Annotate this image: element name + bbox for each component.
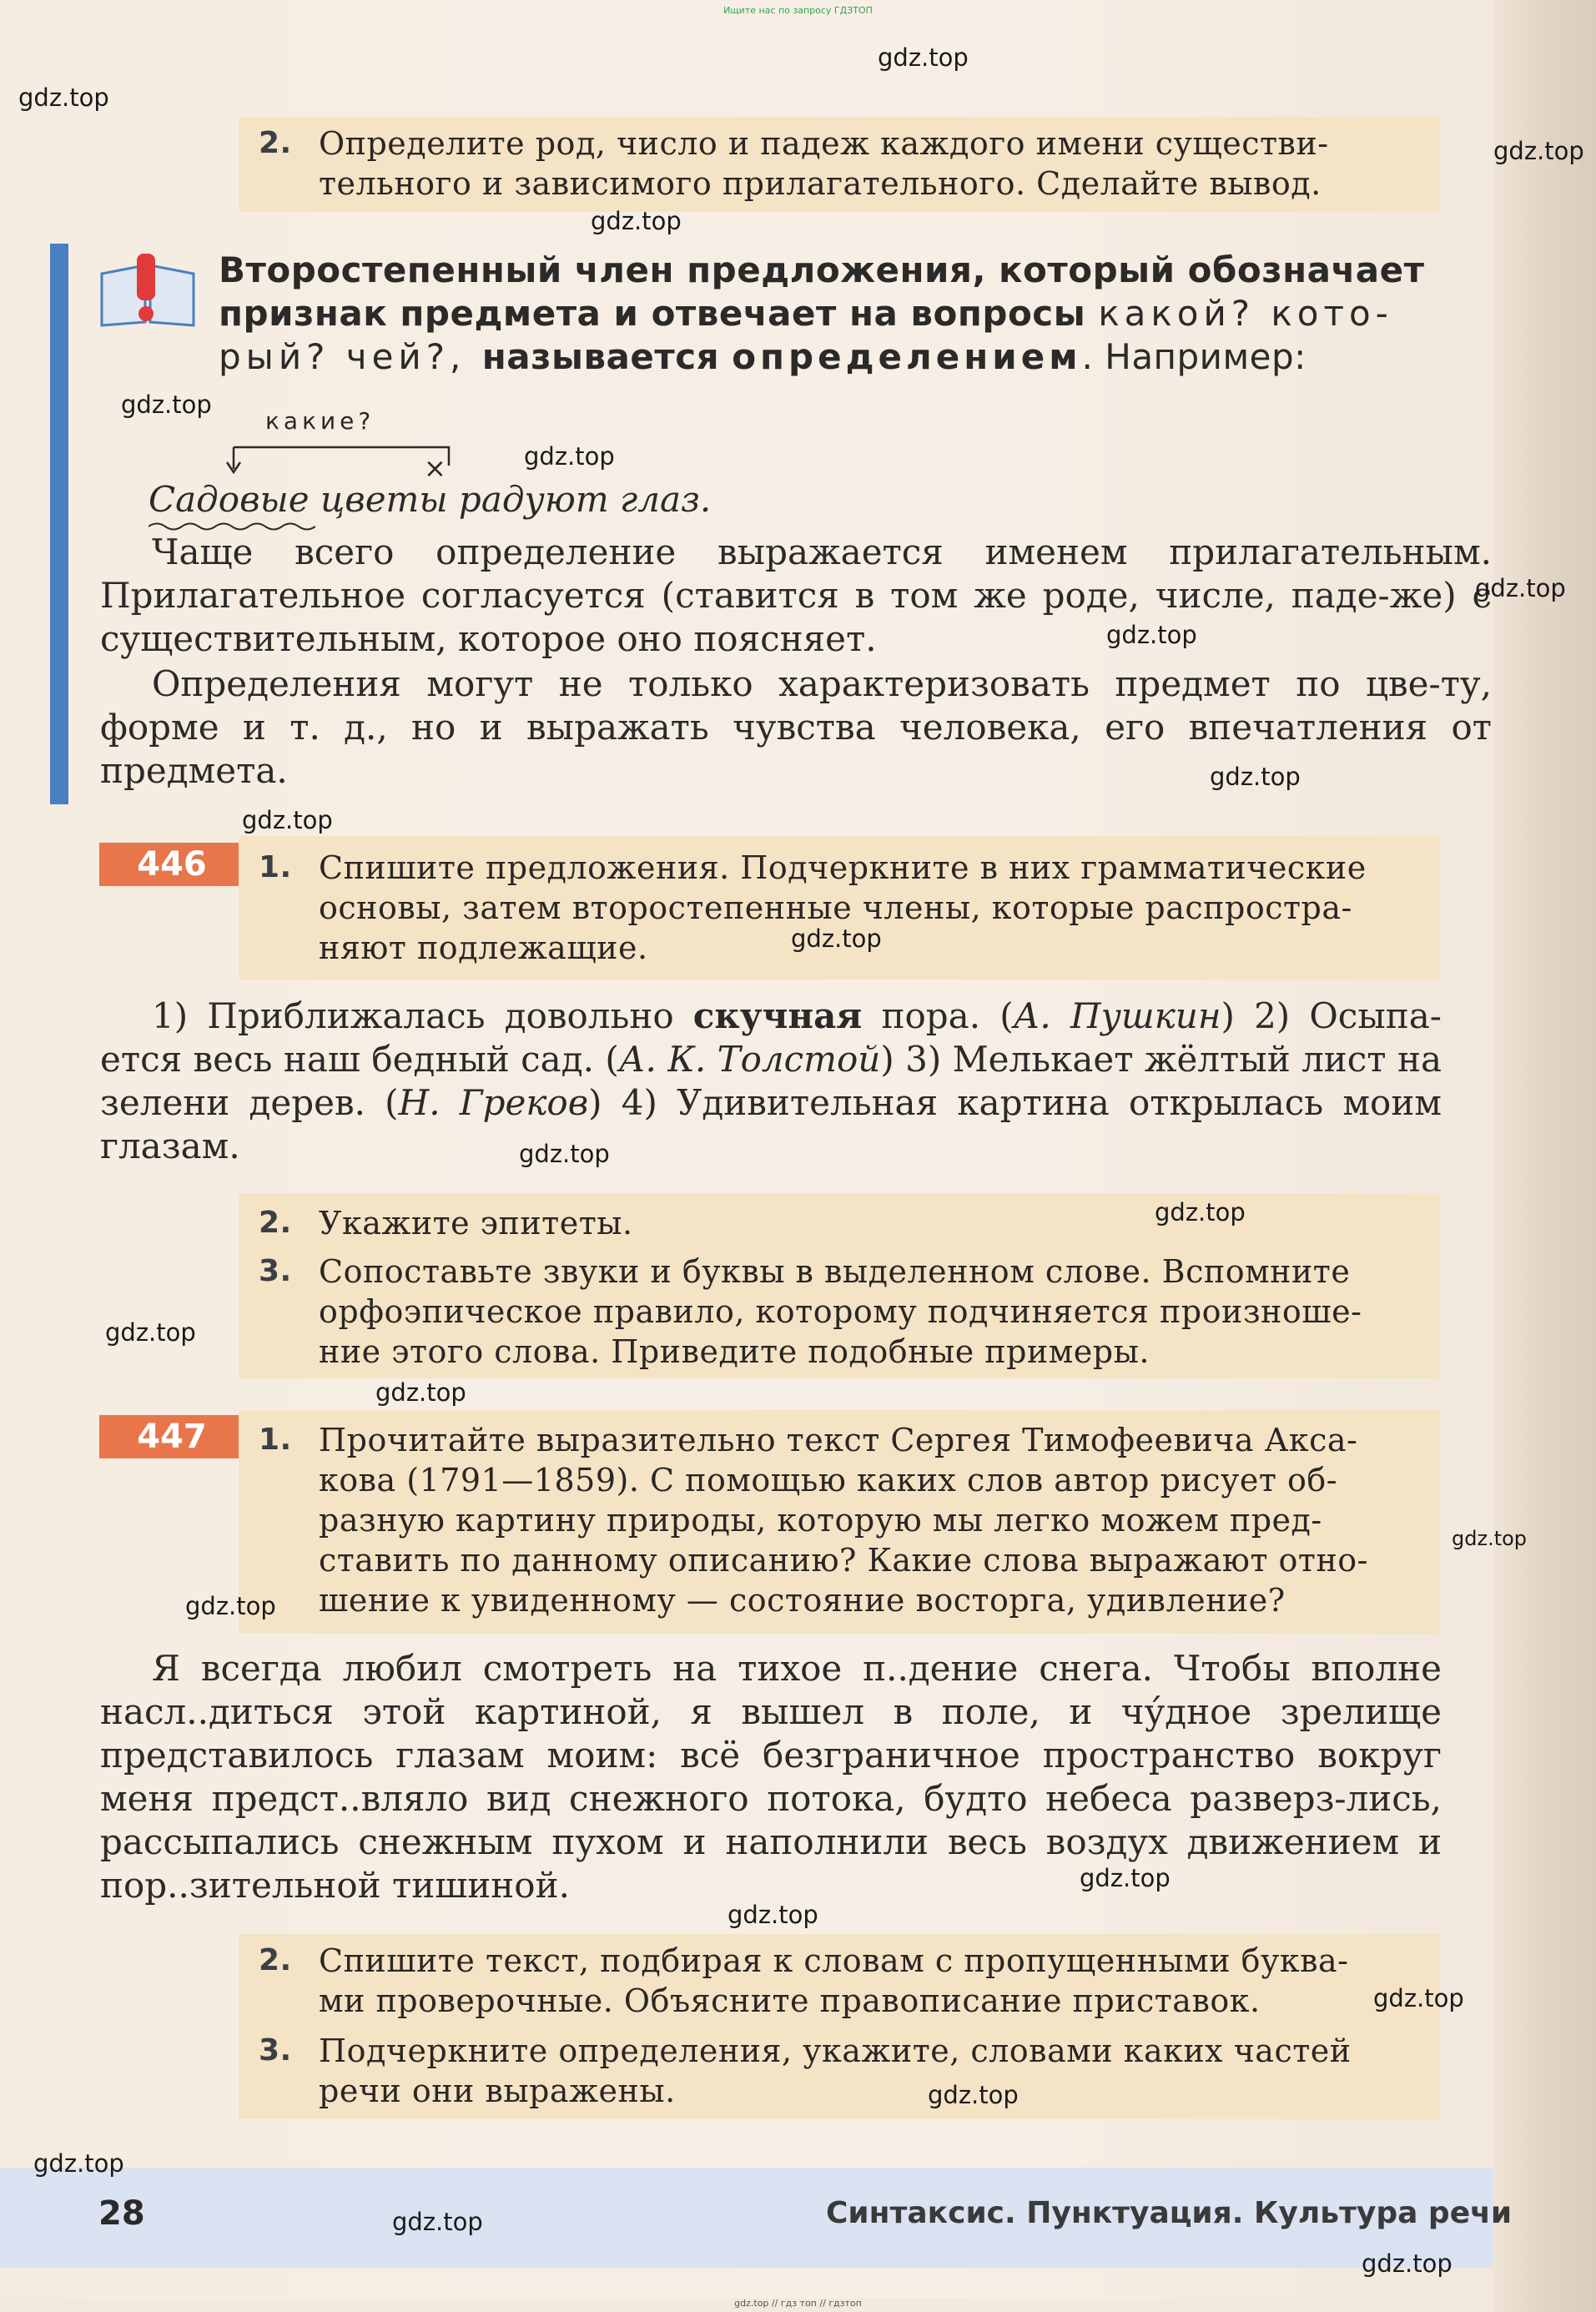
- rule-line-1: Второстепенный член предложения, который обозначает: [219, 249, 1425, 290]
- watermark: gdz.top: [242, 806, 333, 834]
- watermark: gdz.top: [1452, 1527, 1528, 1550]
- top-note: Ищите нас по запросу ГДЗТОП: [723, 5, 873, 16]
- task-text: Укажите эпитеты.: [319, 1205, 633, 1242]
- author-name: Н. Греков: [398, 1082, 589, 1123]
- watermark: gdz.top: [878, 43, 969, 72]
- book-spine: [1493, 0, 1596, 2312]
- rule-paragraph-1: Чаще всего определение выражается именем прилагательным. Прилагательное согласуется (ставится в том же роде, числе, паде-же) с существительным, которое оно поясняет.: [100, 531, 1492, 659]
- task-number: 1.: [259, 1423, 292, 1457]
- author-name: А. Пушкин: [1013, 995, 1221, 1036]
- rule-line-2-text: признак предмета и отвечает на вопросы: [219, 293, 1099, 334]
- task-text: Сопоставьте звуки и буквы в выделенном слове. Вспомните орфоэпическое правило, которому подчиняется произноше- ние этого слова. Приведите подобные примеры.: [319, 1253, 1362, 1370]
- watermark: gdz.top: [1210, 763, 1301, 791]
- watermark: gdz.top: [791, 924, 882, 953]
- watermark: gdz.top: [1373, 1984, 1464, 2012]
- watermark: gdz.top: [524, 442, 615, 471]
- exercise-446-text: [100, 995, 1442, 1168]
- highlighted-word: скучная: [692, 995, 863, 1036]
- task-text: Определите род, число и падеж каждого имени существи- тельного и зависимого прилагательного. Сделайте вывод.: [319, 125, 1329, 202]
- page-number: 28: [98, 2194, 145, 2233]
- task-446-3: [259, 1252, 1427, 1372]
- rule-accent-bar: [50, 244, 68, 804]
- exercise-number-447: 447: [99, 1415, 244, 1458]
- task-text: Прочитайте выразительно текст Сергея Тимофеевича Акса- кова (1791—1859). С помощью каких слов автор рисует об- разную картину природы, которую мы легко можем пред- ставить по данному описанию? Какие слова выражают отно- шение к увиденному — состояние восторга, удивление?: [319, 1422, 1368, 1619]
- watermark: gdz.top: [375, 1378, 466, 1407]
- text-part: ) 4) Удивительная картина открылась моим глазам.: [100, 1082, 1442, 1166]
- exclamation-book-icon: [98, 254, 197, 327]
- rule-example: Садовые цветы радуют глаз.: [149, 479, 712, 520]
- task-number: 2.: [259, 1943, 292, 1977]
- watermark: gdz.top: [591, 207, 682, 235]
- rule-line-3: [219, 335, 1487, 379]
- cross-mark: ×: [424, 452, 451, 484]
- text-part: ) 3) Мелькает жёлтый лист на зелени дерев. (: [100, 1039, 1442, 1123]
- task-447-3: [259, 2031, 1427, 2111]
- author-name: А. К. Толстой: [618, 1039, 881, 1080]
- task-446-2: [259, 1203, 1427, 1243]
- task-number: 3.: [259, 1254, 292, 1288]
- watermark: gdz.top: [1362, 2249, 1453, 2278]
- exercise-447-text: Я всегда любил смотреть на тихое п..дение снега. Чтобы вполне насл..диться этой картиной, я вышел в поле, и чу́дное зрелище представилось глазам моим: всё безграничное пространство вокруг меня предст..вляло вид снежного потока, будто небеса разверз-лись, рассыпались снежным пухом и наполнили весь воздух движением и пор..зительной тишиной.: [100, 1648, 1442, 1906]
- task-number: 2.: [259, 126, 292, 160]
- watermark: gdz.top: [728, 1901, 818, 1929]
- watermark: gdz.top: [1493, 137, 1584, 165]
- rule-question-words-2: рый? чей?,: [219, 336, 482, 377]
- rule-line-3-text: называется: [481, 336, 733, 377]
- task-447-2: [259, 1941, 1427, 2021]
- watermark: gdz.top: [1106, 621, 1197, 649]
- text-part: 1) Приближалась довольно: [152, 995, 693, 1036]
- text-part: пора. (: [862, 995, 1014, 1036]
- rule-paragraph-2: Определения могут не только характеризовать предмет по цве-ту, форме и т. д., но и выражать чувства человека, его впечатления от предмета.: [100, 663, 1492, 791]
- rule-term: определением: [732, 336, 1082, 377]
- watermark: gdz.top: [1475, 574, 1566, 602]
- rule-question-words: какой? кото-: [1098, 293, 1393, 334]
- watermark: gdz.top: [18, 83, 109, 112]
- watermark: gdz.top: [928, 2081, 1019, 2109]
- rule-box: [50, 244, 1492, 804]
- watermark: gdz.top: [392, 2208, 483, 2236]
- task-number: 2.: [259, 1206, 292, 1240]
- watermark: gdz.top: [105, 1318, 196, 1347]
- bottom-note: gdz.top // гдз топ // гдзтоп: [734, 2298, 862, 2309]
- exercise-number-446: 446: [99, 843, 244, 886]
- watermark: gdz.top: [33, 2149, 124, 2178]
- watermark: gdz.top: [121, 390, 212, 419]
- rule-definition: [219, 249, 1487, 379]
- task-top: [259, 123, 1427, 204]
- rule-example-intro: . Например:: [1081, 336, 1307, 377]
- task-number: 1.: [259, 850, 292, 884]
- watermark: gdz.top: [1155, 1198, 1246, 1227]
- task-text: Спишите текст, подбирая к словам с пропущенными буква- ми проверочные. Объясните правописание приставок.: [319, 1942, 1349, 2019]
- task-number: 3.: [259, 2033, 292, 2068]
- text-part: ) 2) Осыпа-ется весь наш бедный сад. (: [100, 995, 1442, 1080]
- watermark: gdz.top: [519, 1140, 610, 1168]
- rule-line-2: [219, 292, 1487, 335]
- footer-section-title: Синтаксис. Пунктуация. Культура речи: [826, 2196, 1513, 2230]
- task-text: Подчеркните определения, укажите, словами каких частей речи они выражены.: [319, 2032, 1352, 2109]
- task-text: Спишите предложения. Подчеркните в них грамматические основы, затем второстепенные члены, которые распростра- няют подлежащие.: [319, 849, 1367, 966]
- watermark: gdz.top: [185, 1592, 276, 1620]
- question-label: какие?: [265, 407, 375, 435]
- watermark: gdz.top: [1080, 1864, 1171, 1892]
- task-447-1: [259, 1420, 1427, 1620]
